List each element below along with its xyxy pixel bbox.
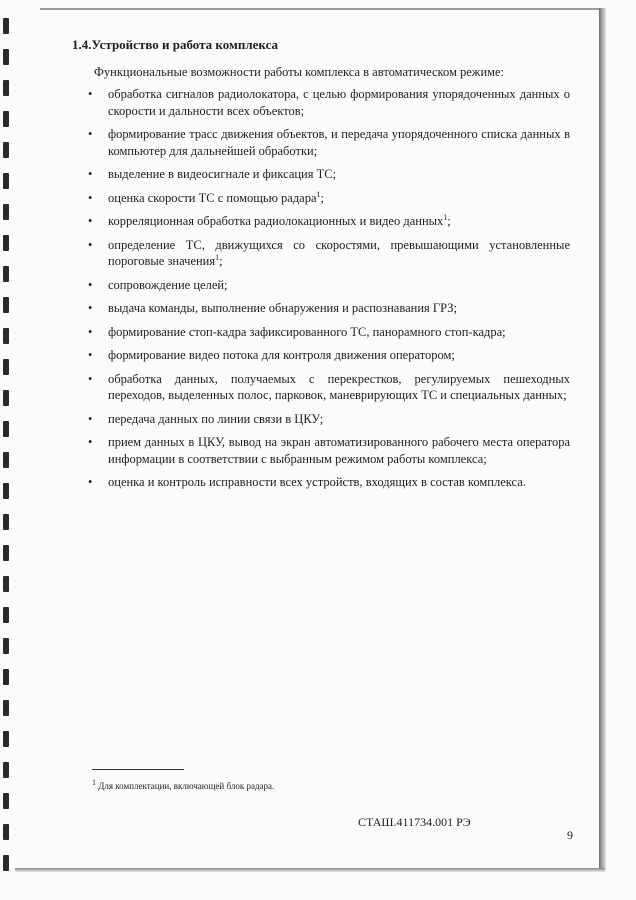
list-item (72, 277, 570, 294)
list-item-punctuation: ; (320, 190, 325, 205)
bullet-icon: • (88, 127, 93, 141)
bullet-icon: • (88, 214, 93, 228)
list-item (72, 347, 570, 364)
bullet-icon: • (88, 301, 93, 315)
bullet-icon: • (88, 324, 93, 339)
list-item-text: формирование стоп-кадра зафиксированного ТС, панорамного стоп-кадра; (108, 324, 506, 339)
section-title: 1.4.Устройство и работа комплекса (72, 37, 279, 52)
list-item-text: оценка и контроль исправности всех устройств, входящих в состав комплекса. (108, 475, 526, 489)
binding-hole (3, 390, 9, 406)
list-item-text: обработка данных, получаемых с перекрестков, регулируемых пешеходных переходов, выделенных полос, парковок, маневрирующих ТС и специальных данных; (108, 371, 570, 402)
bullet-icon: • (88, 475, 93, 489)
binding-hole (3, 49, 9, 65)
page-edge-bottom (15, 868, 605, 872)
page-number: 9 (567, 828, 573, 842)
bullet-icon: • (88, 348, 93, 362)
list-item-text: выдача команды, выполнение обнаружения и распознавания ГРЗ; (108, 301, 457, 315)
footnote-text: Для комплектации, включающей блок радара. (98, 781, 275, 791)
bullet-icon: • (88, 371, 93, 386)
binding-hole (3, 204, 9, 220)
list-item (72, 237, 570, 270)
bullet-icon: • (88, 411, 93, 426)
binding-hole (3, 359, 9, 375)
document-code: СТАШ.411734.001 РЭ (358, 815, 471, 829)
binding-hole (3, 793, 9, 809)
binding-hole (3, 545, 9, 561)
footnote-ref: 1 (316, 189, 321, 199)
binding-hole (3, 855, 9, 871)
list-item-text: определение ТС, движущихся со скоростями, превышающими установленные пороговые значения (108, 237, 570, 268)
page-edge-right (599, 8, 606, 870)
list-item (72, 474, 570, 491)
bullet-icon: • (88, 190, 93, 205)
list-item (72, 300, 570, 317)
bullet-icon: • (88, 435, 93, 449)
bullet-icon: • (88, 87, 93, 101)
binding-hole (3, 607, 9, 623)
binding-hole (3, 576, 9, 592)
binding-holes (3, 0, 13, 900)
list-item-punctuation: ; (447, 214, 451, 228)
footnote-divider (92, 769, 184, 770)
footnote-mark: 1 (92, 778, 96, 787)
binding-hole (3, 235, 9, 251)
list-item-text: корреляционная обработка радиолокационных и видео данных (108, 214, 444, 228)
binding-hole (3, 452, 9, 468)
binding-hole (3, 266, 9, 282)
list-item (72, 86, 570, 119)
binding-hole (3, 142, 9, 158)
binding-hole (3, 731, 9, 747)
footnote-ref: 1 (215, 252, 220, 262)
list-item (72, 126, 570, 159)
list-item-text: обработка сигналов радиолокатора, с целью формирования упорядоченных данных о скорости и дальности всех объектов; (108, 87, 570, 118)
list-item-text: формирование трасс движения объектов, и передача упорядоченного списка данных в компьютер для дальнейшей обработки; (108, 127, 570, 158)
bullet-icon: • (88, 167, 93, 181)
binding-hole (3, 762, 9, 778)
intro-paragraph: Функциональные возможности работы комплекса в автоматическом режиме: (94, 65, 505, 79)
list-item (72, 166, 570, 183)
binding-hole (3, 421, 9, 437)
binding-hole (3, 669, 9, 685)
list-item (72, 434, 570, 467)
page-content (72, 36, 570, 498)
list-item (72, 371, 570, 404)
binding-hole (3, 80, 9, 96)
list-item-punctuation: ; (219, 254, 223, 268)
binding-hole (3, 18, 9, 34)
binding-hole (3, 328, 9, 344)
list-item (72, 190, 570, 207)
binding-hole (3, 111, 9, 127)
footnote (92, 780, 274, 792)
feature-list (72, 86, 570, 491)
binding-hole (3, 173, 9, 189)
bullet-icon: • (88, 237, 93, 252)
list-item (72, 411, 570, 428)
list-item-text: прием данных в ЦКУ, вывод на экран автоматизированного рабочего места оператора информации в соответствии с выбранным режимом работы комплекса; (108, 435, 570, 466)
binding-hole (3, 700, 9, 716)
list-item-text: сопровождение целей; (108, 277, 228, 292)
binding-hole (3, 514, 9, 530)
list-item (72, 324, 570, 341)
list-item-text: передача данных по линии связи в ЦКУ; (108, 411, 324, 426)
footnote-ref: 1 (443, 212, 448, 222)
list-item-text: оценка скорости ТС с помощью радара (108, 190, 317, 205)
list-item-text: формирование видео потока для контроля движения оператором; (108, 348, 455, 362)
binding-hole (3, 483, 9, 499)
list-item (72, 213, 570, 230)
bullet-icon: • (88, 277, 93, 292)
page-edge-top (40, 8, 600, 10)
binding-hole (3, 638, 9, 654)
binding-hole (3, 297, 9, 313)
binding-hole (3, 824, 9, 840)
list-item-text: выделение в видеосигнале и фиксация ТС; (108, 167, 337, 181)
